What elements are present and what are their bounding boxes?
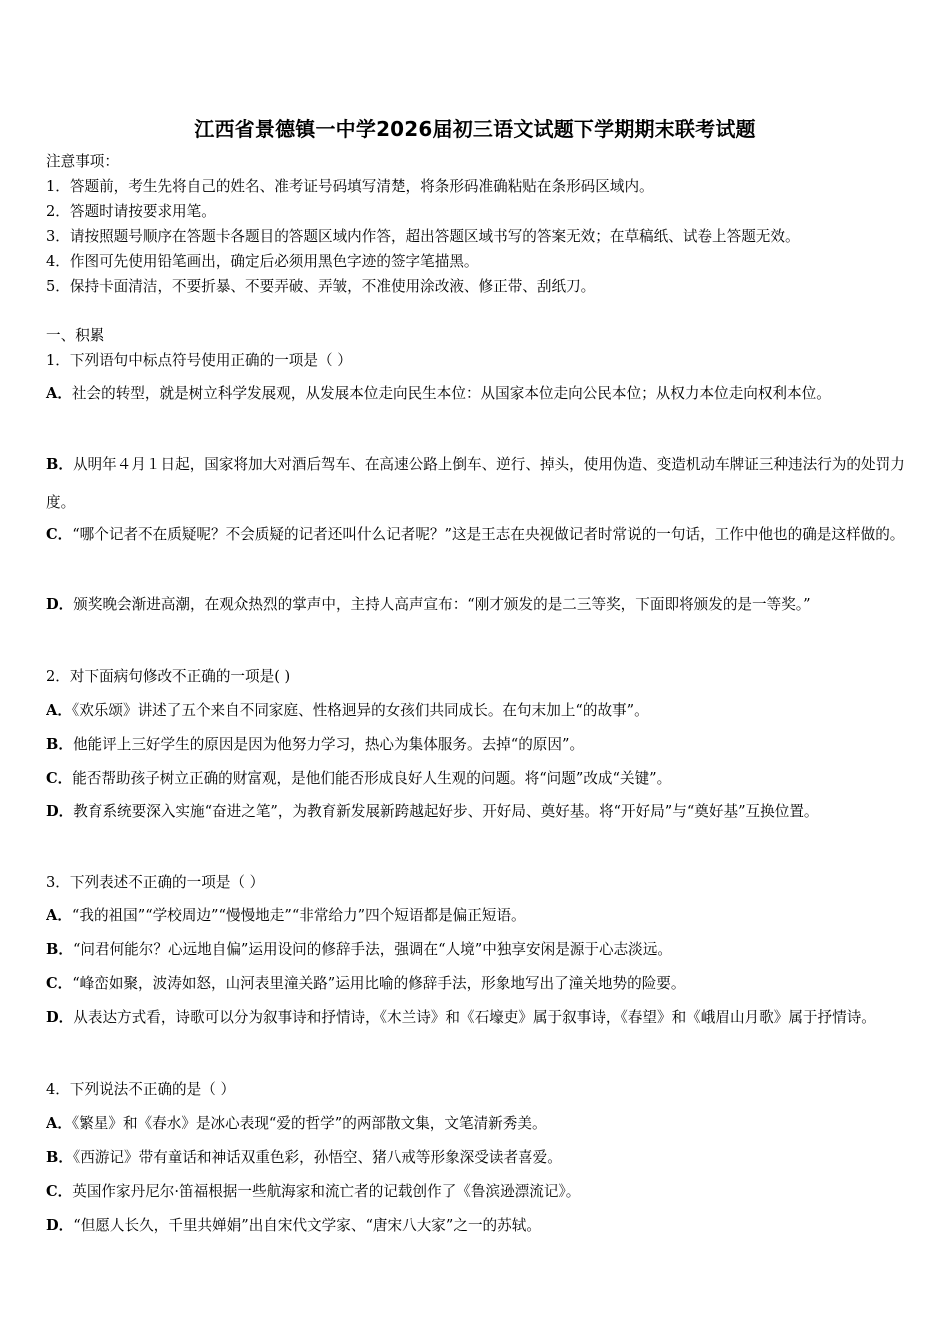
option-text: “问君何能尔？心远地自偏”运用设问的修辞手法，强调在“人境”中独享安闲是源于心志淡远。 (72, 941, 672, 958)
option-label: B． (46, 456, 73, 473)
option-label: B． (46, 1149, 73, 1166)
option-text: 能否帮助孩子树立正确的财富观，是他们能否形成良好人生观的问题。将“问题”改成“关键”。 (72, 770, 672, 787)
option-text: 《西游记》带有童话和神话双重色彩，孙悟空、猪八戒等形象深受读者喜爱。 (72, 1149, 562, 1166)
notice-item: 2．答题时请按要求用笔。 (46, 203, 216, 220)
notice-heading: 注意事项： (46, 153, 119, 170)
question-stem: 4．下列说法不正确的是（ ） (46, 1081, 236, 1098)
question-option (46, 586, 916, 624)
option-text: 社会的转型，就是树立科学发展观，从发展本位走向民生本位：从国家本位走向公民本位；从权力本位走向权利本位。 (71, 385, 831, 402)
option-label: D． (46, 1217, 74, 1234)
option-label: C． (46, 770, 73, 787)
option-text: “哪个记者不在质疑呢？不会质疑的记者还叫什么记者呢？”这是王志在央视做记者时常说的一句话，工作中他也的确是这样做的。 (72, 526, 905, 543)
option-label: C． (46, 526, 73, 543)
option-text: “我的祖国”“学校周边”“慢慢地走”“非常给力”四个短语都是偏正短语。 (71, 907, 526, 924)
question-option (46, 940, 916, 960)
question-option (46, 735, 916, 755)
page-title: 江西省景德镇一中学2026届初三语文试题下学期期末联考试题 (194, 117, 756, 141)
question-option (46, 906, 916, 926)
option-text: 教育系统要深入实施“奋进之笔”，为教育新发展新跨越起好步、开好局、奠好基。将“开好局”与“奠好基”互换位置。 (73, 803, 819, 820)
notice-item: 1．答题前，考生先将自己的姓名、准考证号码填写清楚，将条形码准确粘贴在条形码区域内。 (46, 178, 654, 195)
question-option (46, 974, 916, 994)
option-text: “峰峦如聚，波涛如怒，山河表里潼关路”运用比喻的修辞手法，形象地写出了潼关地势的险要。 (72, 975, 686, 992)
option-label: D． (46, 596, 74, 613)
option-text: 从明年４月１日起，国家将加大对酒后驾车、在高速公路上倒车、逆行、掉头，使用伪造、变造机动车牌证三种违法行为的处罚力度。 (46, 456, 905, 511)
question-stem: 2．对下面病句修改不正确的一项是( ) (46, 668, 291, 685)
notice-item: 4．作图可先使用铅笔画出，确定后必须用黑色字迹的签字笔描黑。 (46, 253, 479, 270)
question-stem: 1．下列语句中标点符号使用正确的一项是（ ） (46, 352, 352, 369)
option-label: A． (46, 1115, 72, 1132)
question-option (46, 375, 916, 413)
section-heading: 一、积累 (46, 327, 105, 344)
option-label: A． (46, 385, 72, 402)
option-text: 颁奖晚会渐进高潮，在观众热烈的掌声中，主持人高声宣布：“刚才颁发的是二三等奖，下面即将颁发的是一等奖。” (73, 596, 811, 613)
option-text: 从表达方式看，诗歌可以分为叙事诗和抒情诗，《木兰诗》和《石壕吏》属于叙事诗，《春望》和《峨眉山月歌》属于抒情诗。 (73, 1009, 876, 1026)
question-option (46, 1216, 916, 1236)
notice-item: 5．保持卡面清洁，不要折暴、不要弄破、弄皱，不准使用涂改液、修正带、刮纸刀。 (46, 278, 596, 295)
notice-item: 3．请按照题号顺序在答题卡各题目的答题区域内作答，超出答题区域书写的答案无效；在草稿纸、试卷上答题无效。 (46, 228, 800, 245)
question-option (46, 1182, 916, 1202)
question-option (46, 999, 916, 1037)
option-label: D． (46, 803, 74, 820)
question-option (46, 446, 916, 522)
option-label: A． (46, 907, 72, 924)
option-text: 《欢乐颂》讲述了五个来自不同家庭、性格迥异的女孩们共同成长。在句末加上“的故事”。 (71, 702, 649, 719)
question-option (46, 516, 916, 554)
option-label: C． (46, 1183, 73, 1200)
option-text: 英国作家丹尼尔·笛福根据一些航海家和流亡者的记载创作了《鲁滨逊漂流记》。 (72, 1183, 581, 1200)
option-text: “但愿人长久，千里共婵娟”出自宋代文学家、“唐宋八大家”之一的苏轼。 (73, 1217, 541, 1234)
question-option (46, 1114, 916, 1134)
question-stem: 3．下列表述不正确的一项是（ ） (46, 874, 265, 891)
option-label: A． (46, 702, 72, 719)
option-label: B． (46, 941, 73, 958)
question-option (46, 769, 916, 789)
option-text: 他能评上三好学生的原因是因为他努力学习，热心为集体服务。去掉“的原因”。 (72, 736, 585, 753)
question-option (46, 793, 916, 831)
question-option (46, 701, 916, 721)
option-label: B． (46, 736, 73, 753)
option-label: D． (46, 1009, 74, 1026)
option-text: 《繁星》和《春水》是冰心表现“爱的哲学”的两部散文集，文笔清新秀美。 (71, 1115, 547, 1132)
question-option (46, 1148, 916, 1168)
option-label: C． (46, 975, 73, 992)
